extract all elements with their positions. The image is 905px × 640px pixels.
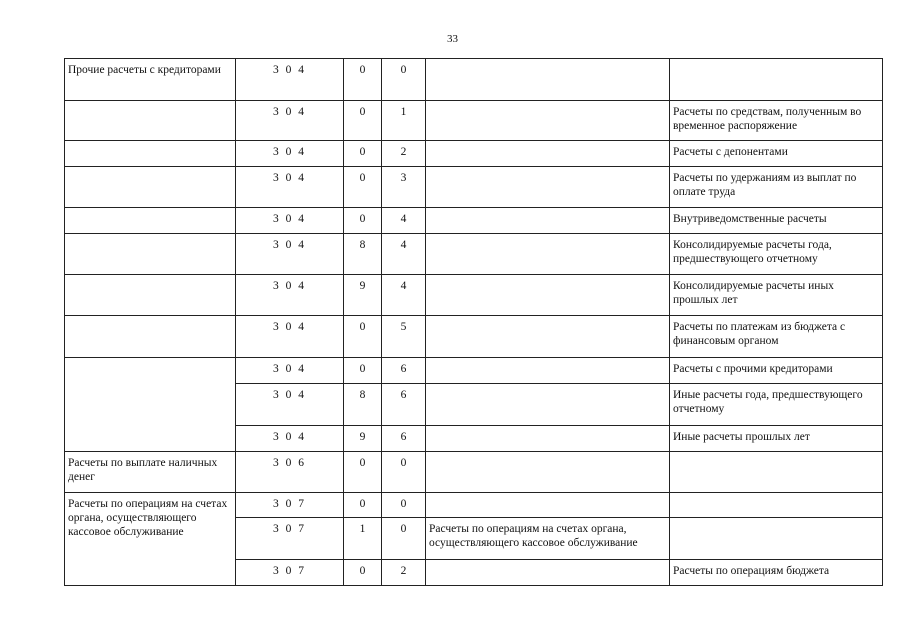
subaccount-cell: 8 (344, 384, 382, 426)
middle-description-cell (426, 275, 670, 316)
subaccount-cell: 0 (344, 493, 382, 518)
subaccount-cell: 0 (344, 101, 382, 141)
account-number-cell: 3 0 4 (236, 384, 344, 426)
row-name-cell (65, 167, 236, 208)
subaccount-cell: 0 (344, 208, 382, 234)
row-name-cell (65, 101, 236, 141)
account-number-cell: 3 0 7 (236, 560, 344, 586)
right-description-cell: Расчеты с депонентами (670, 141, 883, 167)
detail-code-cell: 6 (382, 426, 426, 452)
account-number-cell: 3 0 7 (236, 518, 344, 560)
right-description-cell: Расчеты по платежам из бюджета с финансовым органом (670, 316, 883, 358)
table-row (65, 141, 883, 167)
detail-code-cell: 4 (382, 275, 426, 316)
account-number-cell: 3 0 4 (236, 275, 344, 316)
subaccount-cell: 0 (344, 59, 382, 101)
detail-code-cell: 6 (382, 358, 426, 384)
row-name-cell (65, 358, 236, 452)
right-description-cell: Консолидируемые расчеты иных прошлых лет (670, 275, 883, 316)
right-description-cell (670, 493, 883, 518)
account-number-cell: 3 0 4 (236, 426, 344, 452)
account-number-cell: 3 0 4 (236, 59, 344, 101)
account-number-cell: 3 0 4 (236, 101, 344, 141)
middle-description-cell (426, 493, 670, 518)
subaccount-cell: 0 (344, 141, 382, 167)
table-row (65, 452, 883, 493)
subaccount-cell: 9 (344, 426, 382, 452)
table-row (65, 167, 883, 208)
middle-description-cell (426, 167, 670, 208)
row-name-cell (65, 316, 236, 358)
right-description-cell: Иные расчеты прошлых лет (670, 426, 883, 452)
right-description-cell: Расчеты по средствам, полученным во временное распоряжение (670, 101, 883, 141)
table-row (65, 59, 883, 101)
detail-code-cell: 2 (382, 560, 426, 586)
table-row (65, 234, 883, 275)
row-name-cell (65, 275, 236, 316)
table-row (65, 101, 883, 141)
account-number-cell: 3 0 4 (236, 141, 344, 167)
right-description-cell (670, 518, 883, 560)
detail-code-cell: 5 (382, 316, 426, 358)
row-name-cell: Прочие расчеты с кредиторами (65, 59, 236, 101)
account-number-cell: 3 0 6 (236, 452, 344, 493)
right-description-cell: Внутриведомственные расчеты (670, 208, 883, 234)
row-name-cell: Расчеты по операциям на счетах органа, осуществляющего кассовое обслуживание (65, 493, 236, 586)
subaccount-cell: 9 (344, 275, 382, 316)
accounts-table (64, 58, 883, 586)
middle-description-cell (426, 208, 670, 234)
right-description-cell: Расчеты по операциям бюджета (670, 560, 883, 586)
row-name-cell (65, 208, 236, 234)
right-description-cell (670, 59, 883, 101)
subaccount-cell: 0 (344, 452, 382, 493)
account-number-cell: 3 0 4 (236, 316, 344, 358)
table-row (65, 316, 883, 358)
detail-code-cell: 0 (382, 493, 426, 518)
row-name-cell (65, 141, 236, 167)
middle-description-cell (426, 316, 670, 358)
detail-code-cell: 6 (382, 384, 426, 426)
detail-code-cell: 1 (382, 101, 426, 141)
table-row (65, 208, 883, 234)
page-number: 33 (447, 33, 458, 45)
detail-code-cell: 2 (382, 141, 426, 167)
detail-code-cell: 0 (382, 59, 426, 101)
right-description-cell (670, 452, 883, 493)
right-description-cell: Расчеты с прочими кредиторами (670, 358, 883, 384)
middle-description-cell (426, 141, 670, 167)
row-name-cell: Расчеты по выплате наличных денег (65, 452, 236, 493)
account-number-cell: 3 0 4 (236, 167, 344, 208)
middle-description-cell (426, 234, 670, 275)
subaccount-cell: 0 (344, 167, 382, 208)
account-number-cell: 3 0 7 (236, 493, 344, 518)
detail-code-cell: 0 (382, 518, 426, 560)
right-description-cell: Иные расчеты года, предшествующего отчетному (670, 384, 883, 426)
subaccount-cell: 8 (344, 234, 382, 275)
account-number-cell: 3 0 4 (236, 234, 344, 275)
detail-code-cell: 4 (382, 234, 426, 275)
middle-description-cell (426, 426, 670, 452)
middle-description-cell (426, 101, 670, 141)
detail-code-cell: 0 (382, 452, 426, 493)
detail-code-cell: 3 (382, 167, 426, 208)
subaccount-cell: 1 (344, 518, 382, 560)
subaccount-cell: 0 (344, 358, 382, 384)
table-row (65, 275, 883, 316)
row-name-cell (65, 234, 236, 275)
account-number-cell: 3 0 4 (236, 358, 344, 384)
right-description-cell: Консолидируемые расчеты года, предшествующего отчетному (670, 234, 883, 275)
middle-description-cell: Расчеты по операциям на счетах органа, осуществляющего кассовое обслуживание (426, 518, 670, 560)
account-number-cell: 3 0 4 (236, 208, 344, 234)
subaccount-cell: 0 (344, 316, 382, 358)
middle-description-cell (426, 452, 670, 493)
middle-description-cell (426, 358, 670, 384)
table-row (65, 493, 883, 518)
subaccount-cell: 0 (344, 560, 382, 586)
detail-code-cell: 4 (382, 208, 426, 234)
middle-description-cell (426, 384, 670, 426)
middle-description-cell (426, 59, 670, 101)
right-description-cell: Расчеты по удержаниям из выплат по оплате труда (670, 167, 883, 208)
table-row (65, 358, 883, 384)
middle-description-cell (426, 560, 670, 586)
